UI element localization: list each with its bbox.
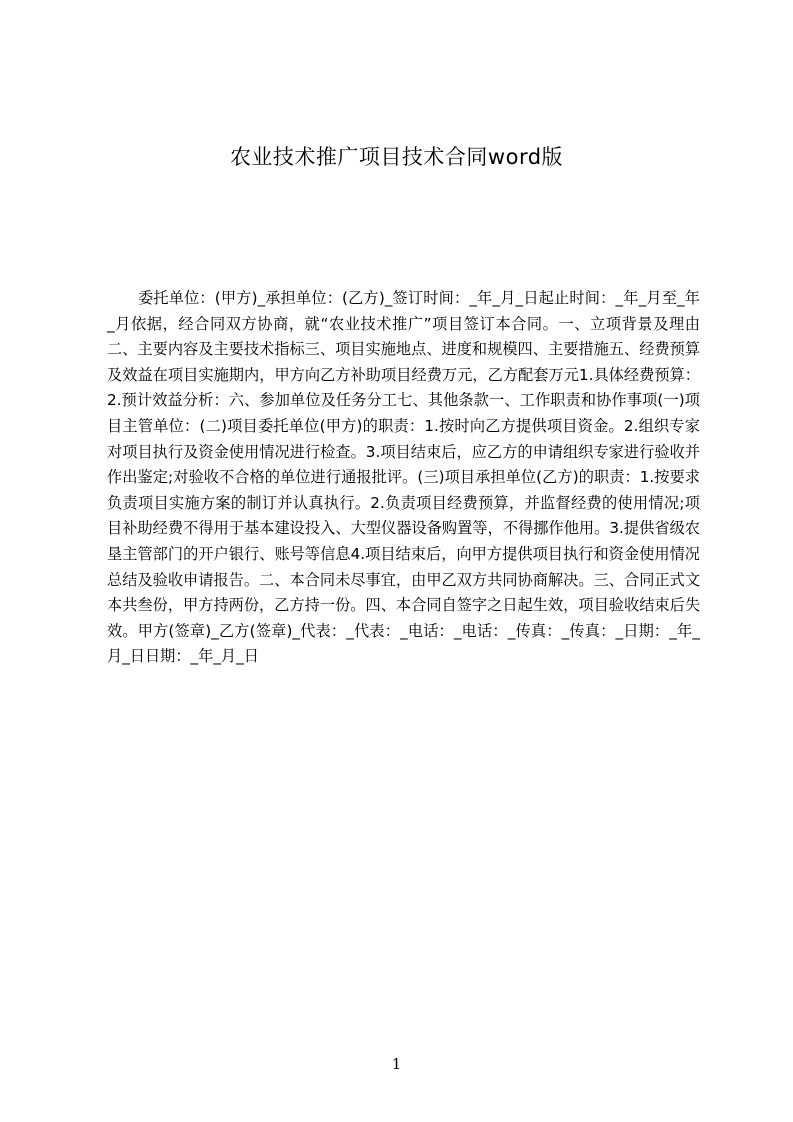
document-title: 农业技术推广项目技术合同word版 (229, 145, 564, 169)
contract-body-paragraph: 委托单位：(甲方)_承担单位：(乙方)_签订时间：_年_月_日起止时间：_年_月至_年_月依据，经合同双方协商，就“农业技术推广”项目签订本合同。一、立项背景及理由二、主要内容及主要技术指标三、项目实施地点、进度和规模四、主要措施五、经费预算及效益在项目实施期内，甲方向乙方补助项目经费万元，乙方配套万元1.具体经费预算：2.预计效益分析：六、参加单位及任务分工七、其他条款一、工作职责和协作事项(一)项目主管单位：(二)项目委托单位(甲方)的职责：1.按时向乙方提供项目资金。2.组织专家对项目执行及资金使用情况进行检查。3.项目结束后，应乙方的申请组织专家进行验收并作出鉴定;对验收不合格的单位进行通报批评。(三)项目承担单位(乙方)的职责：1.按要求负责项目实施方案的制订并认真执行。2.负责项目经费预算，并监督经费的使用情况;项目补助经费不得用于基本建设投入、大型仪器设备购置等，不得挪作他用。3.提供省级农垦主管部门的开户银行、账号等信息4.项目结束后，向甲方提供项目执行和资金使用情况总结及验收申请报告。二、本合同未尽事宜，由甲乙双方共同协商解决。三、合同正式文本共叁份，甲方持两份，乙方持一份。四、本合同自签字之日起生效，项目验收结束后失效。甲方(签章)_乙方(签章)_代表：_代表：_电话：_电话：_传真：_传真：_日期：_年_月_日日期：_年_月_日 (107, 289, 700, 666)
page-number: 1 (391, 1055, 402, 1073)
